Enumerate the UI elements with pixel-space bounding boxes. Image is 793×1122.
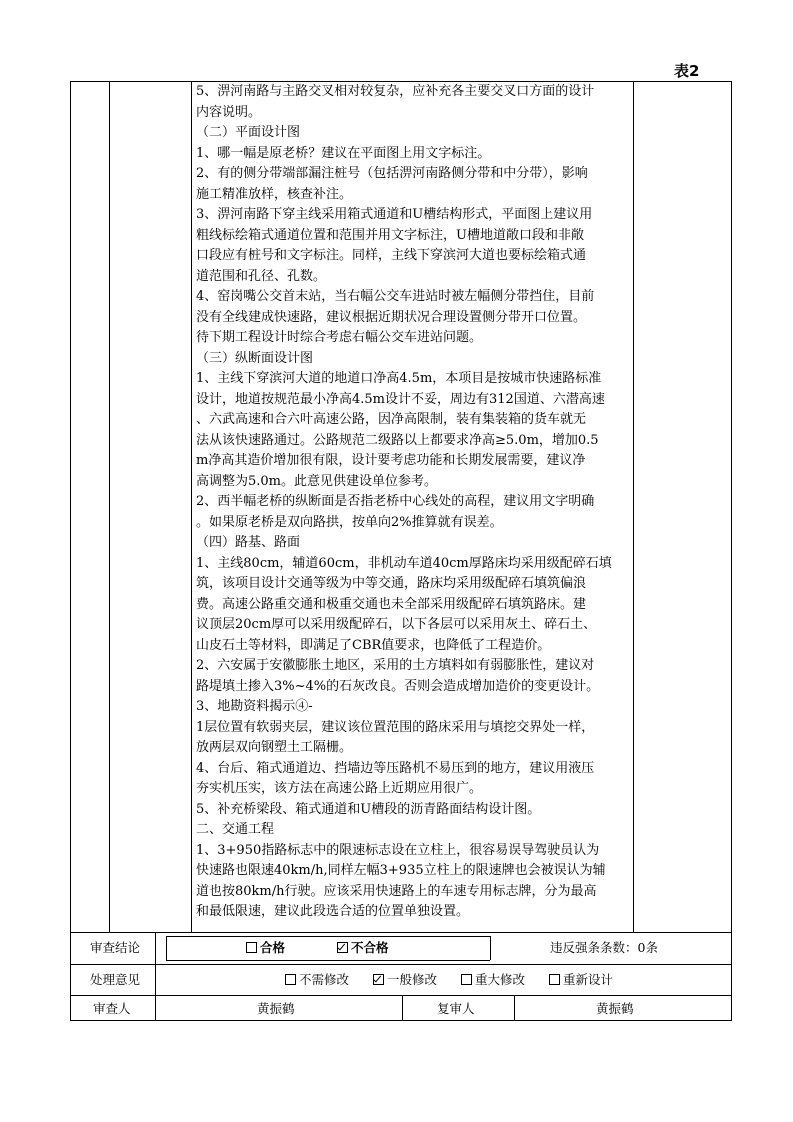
row-divider-conclusion [70,964,732,965]
comment-line: 1、哪一幅是原老桥？建议在平面图上用文字标注。 [196,145,491,161]
comment-line: 4、窑岗嘴公交首末站，当右幅公交车进站时被左幅侧分带挡住，目前 [196,289,595,304]
comment-line: 2、西半幅老桥的纵断面是否指老桥中心线处的高程，建议用文字明确 [196,494,595,509]
rechecker-label: 复审人 [437,1001,475,1016]
comment-line: 2、六安属于安徽膨胀土地区，采用的土方填料如有弱膨胀性，建议对 [196,658,595,673]
comment-line: 费。高速公路重交通和极重交通也未全部采用级配碎石填筑路床。建 [196,596,587,612]
comment-line: 夯实机压实，该方法在高速公路上近期应用很广。 [196,781,483,796]
comment-line: 1、3+950指路标志中的限速标志设在立柱上，很容易误导驾驶员认为 [196,842,600,858]
option-minor-change[interactable]: 一般修改 [373,972,437,987]
rechecker-name: 黄振鹤 [596,1001,634,1016]
checked-checkbox-icon[interactable] [373,974,384,985]
inner-box-bottom [166,960,490,961]
comment-line: 3、淠河南路下穿主线采用箱式通道和U槽结构形式，平面图上建议用 [196,207,593,222]
comment-line: 法从该快速路通过。公路规范二级路以上都要求净高≥5.0m，增加0.5 [196,432,599,448]
comment-line: 放两层双向钢塑土工隔栅。 [196,740,353,755]
reviewer-divider-1 [402,995,403,1021]
comment-line: 筑，该项目设计交通等级为中等交通，路床均采用级配碎石填筑偏浪 [196,576,587,591]
pass-option[interactable] [246,938,285,958]
row-divider-handling [70,995,732,996]
comment-line: 施工精准放样，核查补注。 [196,186,353,202]
inner-box-top [166,936,490,937]
comment-line: 1、主线下穿滨河大道的地道口净高4.5m，本项目是按城市快速路标准 [196,371,602,386]
checked-checkbox-icon[interactable] [337,942,348,953]
comment-line: （二）平面设计图 [196,125,301,140]
reviewer-label: 审查人 [93,1001,131,1016]
comment-line: 快速路也限速40km/h,同样左幅3+935立柱上的限速牌也会被误认为辅 [196,863,606,878]
comment-line: 5、淠河南路与主路交叉相对较复杂，应补充各主要交叉口方面的设计 [196,84,595,99]
comment-line: m净高其造价增加很有限，设计要考虑功能和长期发展需要，建议净 [196,453,586,468]
option-no-change[interactable]: 不需修改 [285,972,349,987]
comment-line: 。如果原老桥是双向路拱，按单向2%推算就有误差。 [196,514,503,530]
comment-line: 高调整为5.0m。此意见供建设单位参考。 [196,473,438,489]
comment-line: 设计，地道按规范最小净高4.5m设计不妥，周边有312国道、六潜高速 [196,391,605,407]
comment-line: 议顶层20cm厚可以采用级配碎石，以下各层可以采用灰土、碎石土、 [196,617,597,632]
col-divider-3 [633,81,634,932]
checkbox-icon[interactable] [285,974,296,985]
reviewer-name: 黄振鹤 [257,1001,295,1016]
violations-count: 违反强条条数：0条 [550,940,658,955]
label-col-divider [155,932,156,1021]
row-divider-content [70,932,732,933]
comment-line: 二、交通工程 [196,822,275,837]
comment-line: 道也按80km/h行驶。应该采用快速路上的车速专用标志牌，分为最高 [196,883,597,899]
comment-line: 山皮石土等材料，即满足了CBR值要求，也降低了工程造价。 [196,637,551,653]
conclusion-label: 审查结论 [90,940,141,955]
reviewer-divider-2 [514,995,515,1021]
option-redesign[interactable]: 重新设计 [549,972,613,987]
option-major-change[interactable]: 重大修改 [461,972,525,987]
comment-line: 道范围和孔径、孔数。 [196,268,327,284]
comment-line: 1层位置有软弱夹层，建议该位置范围的路床采用与填挖交界处一样， [196,719,595,735]
comment-line: 4、台后、箱式通道边、挡墙边等压路机不易压到的地方，建议用液压 [196,760,595,776]
checkbox-icon[interactable] [246,942,257,953]
comment-line: 1、主线80cm，辅道60cm，非机动车道40cm厚路床均采用级配碎石填 [196,555,612,571]
comment-line: （四）路基、路面 [196,535,301,550]
comment-line: 内容说明。 [196,104,262,120]
handling-label: 处理意见 [90,972,141,987]
comment-line: 和最低限速，建议此段选合适的位置单独设置。 [196,904,470,919]
inner-box-left [166,936,167,960]
fail-option[interactable] [337,938,389,958]
comment-line: 没有全线建成快速路，建议根据近期状况合理设置侧分带开口位置。 [196,309,587,325]
col-divider-1 [109,81,110,932]
checkbox-icon[interactable] [549,974,560,985]
comment-line: 口段应有桩号和文字标注。同样，主线下穿滨河大道也要标绘箱式通 [196,248,587,263]
comment-line: 3、地勘资料揭示④- [196,699,313,714]
fail-label: 不合格 [351,940,389,955]
pass-label: 合格 [260,940,286,955]
handling-options [285,970,633,990]
comment-line: （三）纵断面设计图 [196,350,314,366]
comment-line: 待下期工程设计时综合考虑右幅公交车进站问题。 [196,330,483,345]
comment-line: 2、有的侧分带端部漏注桩号（包括淠河南路侧分带和中分带），影响 [196,166,588,181]
table-tag: 表2 [674,62,700,80]
comment-line: 路堤填土掺入3%~4%的石灰改良。否则会造成增加造价的变更设计。 [196,678,600,694]
col-divider-2 [191,81,192,932]
review-comments [196,82,630,923]
checkbox-icon[interactable] [461,974,472,985]
comment-line: 粗线标绘箱式通道位置和范围并用文字标注，U槽地道敞口段和非敞 [196,227,584,243]
comment-line: 5、补充桥梁段、箱式通道和U槽段的沥青路面结构设计图。 [196,801,541,817]
comment-line: 、六武高速和合六叶高速公路，因净高限制，装有集装箱的货车就无 [196,412,587,427]
conclusion-divider [490,936,491,960]
